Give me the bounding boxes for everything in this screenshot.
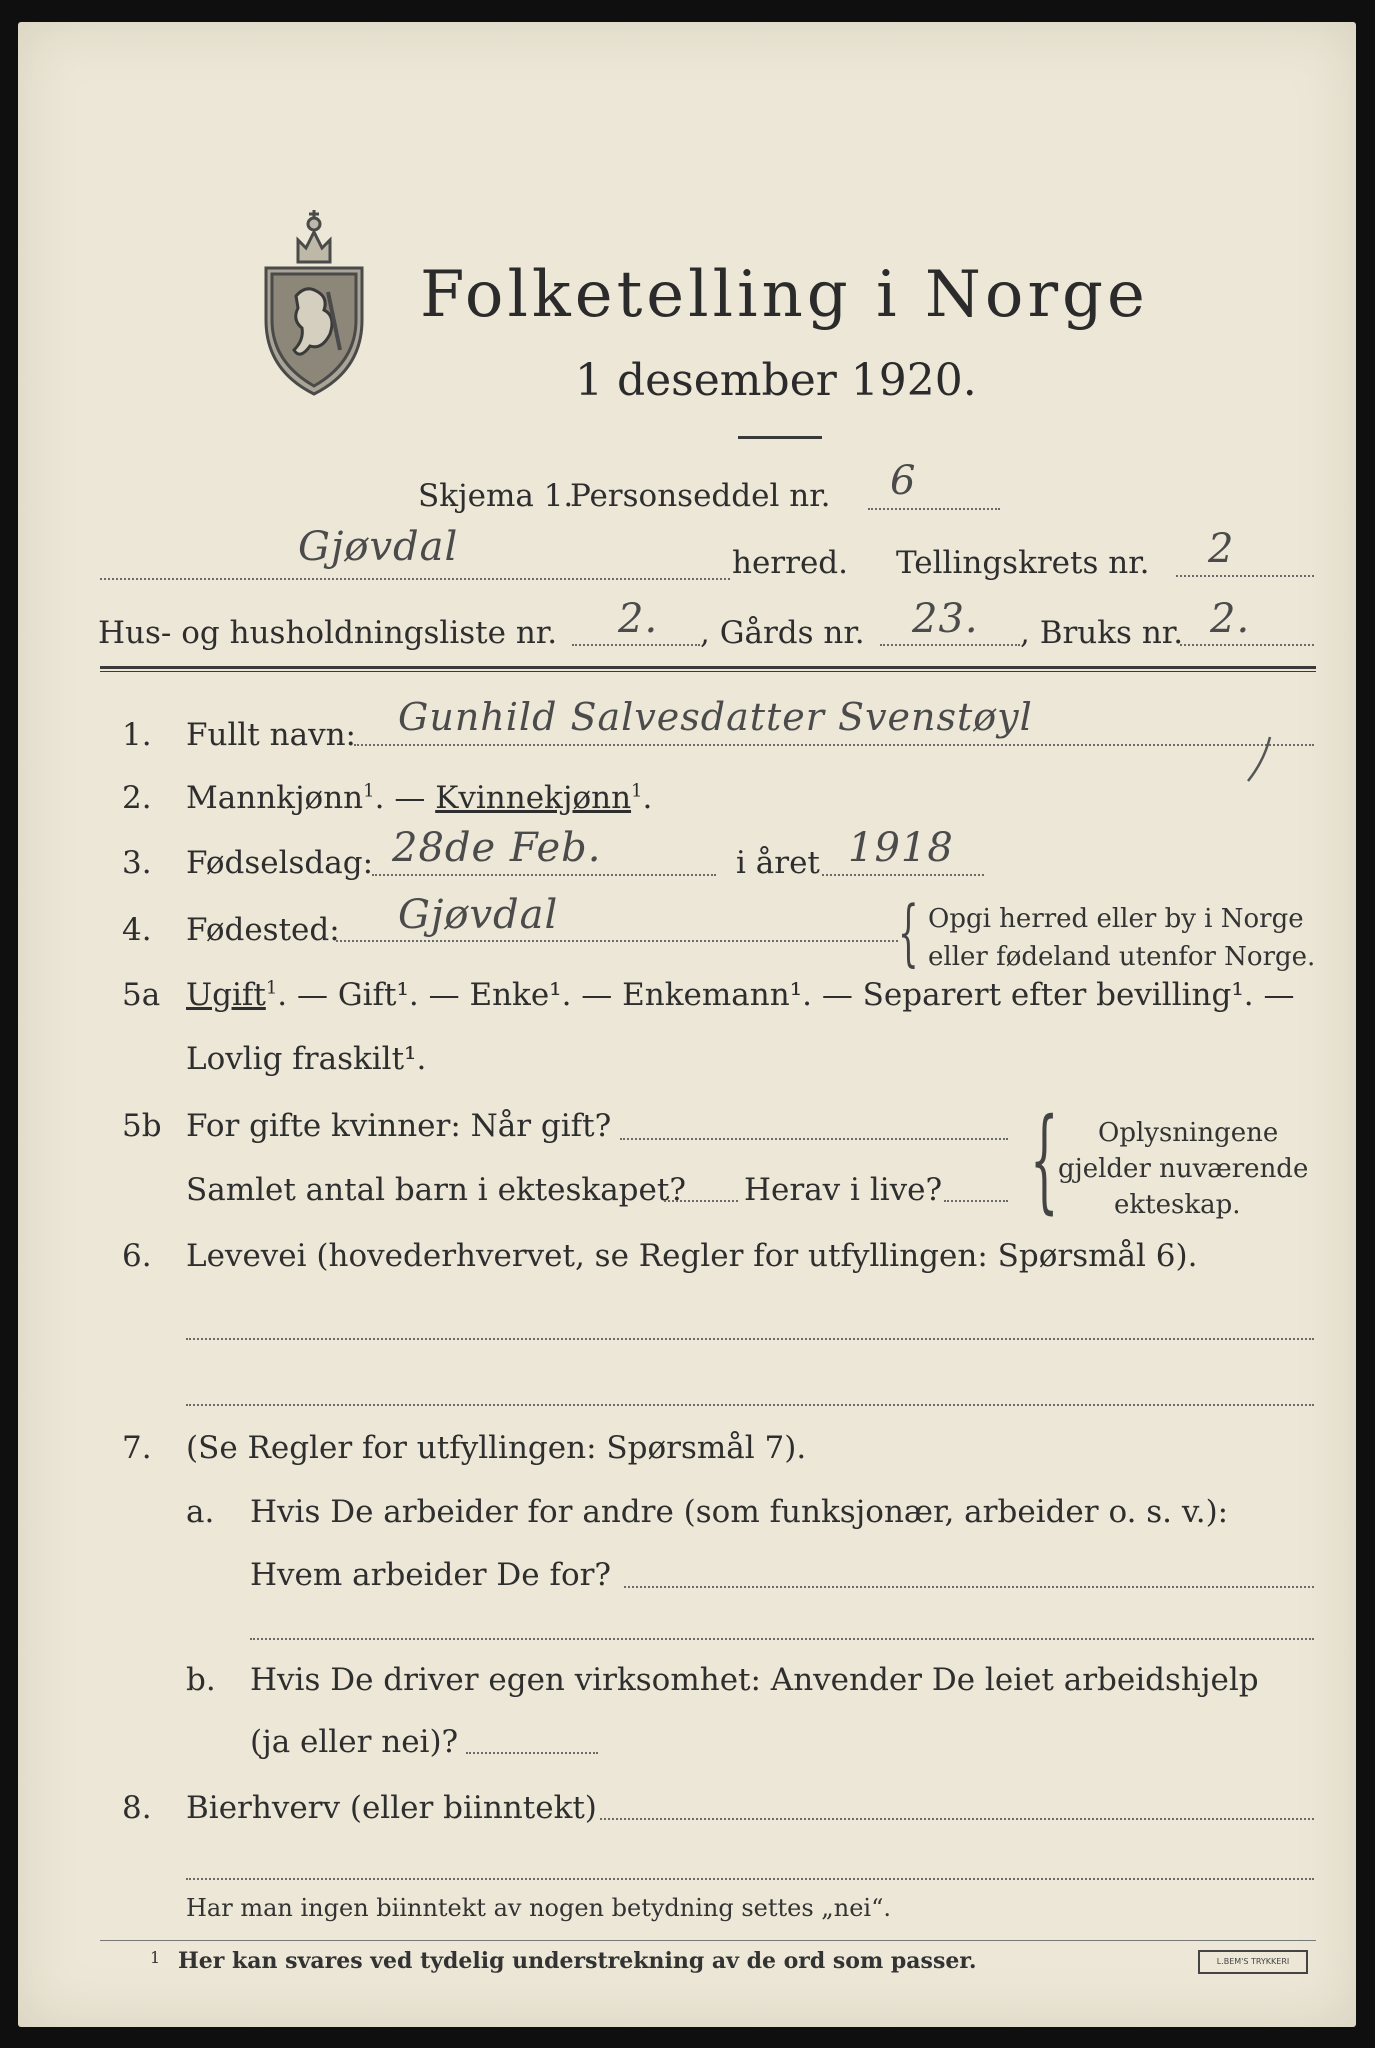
q5a-options	[186, 977, 1294, 1013]
q1-label: Fullt navn:	[186, 717, 356, 753]
q5b-married-label: For gifte kvinner: Når gift?	[186, 1108, 612, 1144]
q6-number: 6.	[122, 1238, 152, 1274]
footnote-number: 1	[150, 1948, 161, 1967]
q7a-letter: a.	[186, 1494, 215, 1530]
census-date: 1 desember 1920.	[575, 355, 977, 406]
gards-value[interactable]: 23.	[912, 596, 979, 642]
bruks-label: , Bruks nr.	[1020, 615, 1184, 651]
q5b-children-label: Samlet antal barn i ekteskapet?	[186, 1172, 686, 1208]
q7b-label-1: Hvis De driver egen virksomhet: Anvender De leiet arbeidshjelp	[250, 1662, 1259, 1698]
hus-value[interactable]: 2.	[618, 596, 659, 642]
footnote-text: Her kan svares ved tydelig understrekning av de ord som passer.	[178, 1948, 977, 1974]
q7b-label-2: (ja eller nei)?	[250, 1724, 459, 1760]
q3-year-value[interactable]: 1918	[848, 825, 954, 871]
q4-line	[336, 940, 898, 942]
q7-number: 7.	[122, 1430, 152, 1466]
bruks-line	[1180, 644, 1314, 646]
header-rule-2	[100, 671, 1316, 672]
q5a-ugift[interactable]: Ugift	[186, 977, 266, 1013]
q5b-alive-label: Herav i live?	[744, 1172, 943, 1208]
q1-number: 1.	[122, 717, 152, 753]
q3-birthday-value[interactable]: 28de Feb.	[392, 825, 602, 871]
gards-label: , Gårds nr.	[700, 615, 865, 651]
q4-label: Fødested:	[186, 912, 340, 948]
q6-line-2	[186, 1404, 1314, 1406]
q2-options	[186, 780, 652, 816]
q5b-note-3: ekteskap.	[1114, 1190, 1241, 1220]
q4-brace: {	[898, 890, 919, 974]
q6-label: Levevei (hovederhvervet, se Regler for utfyllingen: Spørsmål 6).	[186, 1238, 1198, 1274]
q4-number: 4.	[122, 912, 152, 948]
footer-note: Har man ingen biinntekt av nogen betydning settes „nei“.	[186, 1894, 891, 1922]
q7a-line-2	[250, 1638, 1314, 1640]
q5b-alive-line	[944, 1200, 1008, 1202]
q8-line-1	[600, 1818, 1314, 1820]
q2-number: 2.	[122, 780, 152, 816]
q7b-line	[466, 1752, 598, 1754]
q1-name-value[interactable]: Gunhild Salvesdatter Svenstøyl	[398, 695, 1033, 739]
q5a-line2[interactable]: Lovlig fraskilt¹.	[186, 1041, 427, 1077]
personseddel-value[interactable]: 6	[890, 458, 917, 504]
q5b-brace: {	[1030, 1095, 1059, 1225]
header-rule-1	[100, 666, 1316, 669]
q2-end: .	[642, 780, 653, 816]
herred-value[interactable]: Gjøvdal	[298, 524, 459, 570]
q7a-label-1: Hvis De arbeider for andre (som funksjonær, arbeider o. s. v.):	[250, 1494, 1229, 1530]
hus-line	[572, 644, 700, 646]
q5b-children-line	[664, 1200, 738, 1202]
q5b-note-1: Oplysningene	[1098, 1118, 1279, 1148]
printer-stamp: L.BEM'S TRYKKERI	[1198, 1950, 1308, 1974]
q4-birthplace-value[interactable]: Gjøvdal	[398, 892, 559, 938]
q3-line	[372, 874, 716, 876]
herred-label: herred.	[732, 545, 848, 581]
tellingskrets-line	[1176, 575, 1314, 577]
q7a-label-2: Hvem arbeider De for?	[250, 1557, 612, 1593]
q5b-number: 5b	[122, 1108, 162, 1144]
q8-label: Bierhverv (eller biinntekt)	[186, 1790, 597, 1826]
q3-number: 3.	[122, 845, 152, 881]
personseddel-label: Personseddel nr.	[570, 478, 831, 514]
q7a-line-1	[624, 1586, 1314, 1588]
q3-year-label: i året	[736, 845, 820, 881]
q2-mannkjonn[interactable]: Mannkjønn	[186, 780, 364, 816]
form-title: Folketelling i Norge	[420, 258, 1149, 332]
q2-separator: . —	[374, 780, 426, 816]
q5b-married-line	[620, 1138, 1008, 1140]
q2-mann-sup: 1	[363, 780, 375, 802]
q7b-letter: b.	[186, 1662, 216, 1698]
gards-line	[880, 644, 1020, 646]
herred-line	[100, 578, 730, 580]
q5b-note-2: gjelder nuværende	[1058, 1154, 1309, 1184]
skjema-label: Skjema 1.	[418, 478, 574, 514]
bruks-value[interactable]: 2.	[1210, 596, 1251, 642]
q3-year-line	[822, 874, 984, 876]
q6-line-1	[186, 1338, 1314, 1340]
q4-note-2: eller fødeland utenfor Norge.	[928, 942, 1316, 972]
q2-kvinnekjonn[interactable]: Kvinnekjønn	[435, 780, 632, 816]
q3-label: Fødselsdag:	[186, 845, 374, 881]
q1-descender-stroke	[1240, 735, 1280, 785]
q8-number: 8.	[122, 1790, 152, 1826]
tellingskrets-label: Tellingskrets nr.	[896, 545, 1150, 581]
norwegian-coat-of-arms	[258, 200, 370, 400]
q5a-number: 5a	[122, 977, 161, 1013]
q2-kvinne-sup: 1	[631, 780, 643, 802]
hus-label: Hus- og husholdningsliste nr.	[98, 615, 558, 651]
q5a-other-options[interactable]: . — Gift¹. — Enke¹. — Enkemann¹. — Separert efter bevilling¹. —	[277, 977, 1295, 1013]
q5a-ugift-sup: 1	[265, 977, 278, 999]
q1-line	[354, 744, 1314, 746]
q7-label: (Se Regler for utfyllingen: Spørsmål 7).	[186, 1430, 807, 1466]
title-divider	[738, 436, 822, 439]
q4-note-1: Opgi herred eller by i Norge	[928, 904, 1304, 934]
q8-line-2	[186, 1878, 1314, 1880]
personseddel-line	[868, 508, 1000, 510]
footer-rule	[100, 1940, 1316, 1941]
tellingskrets-value[interactable]: 2	[1208, 526, 1235, 572]
